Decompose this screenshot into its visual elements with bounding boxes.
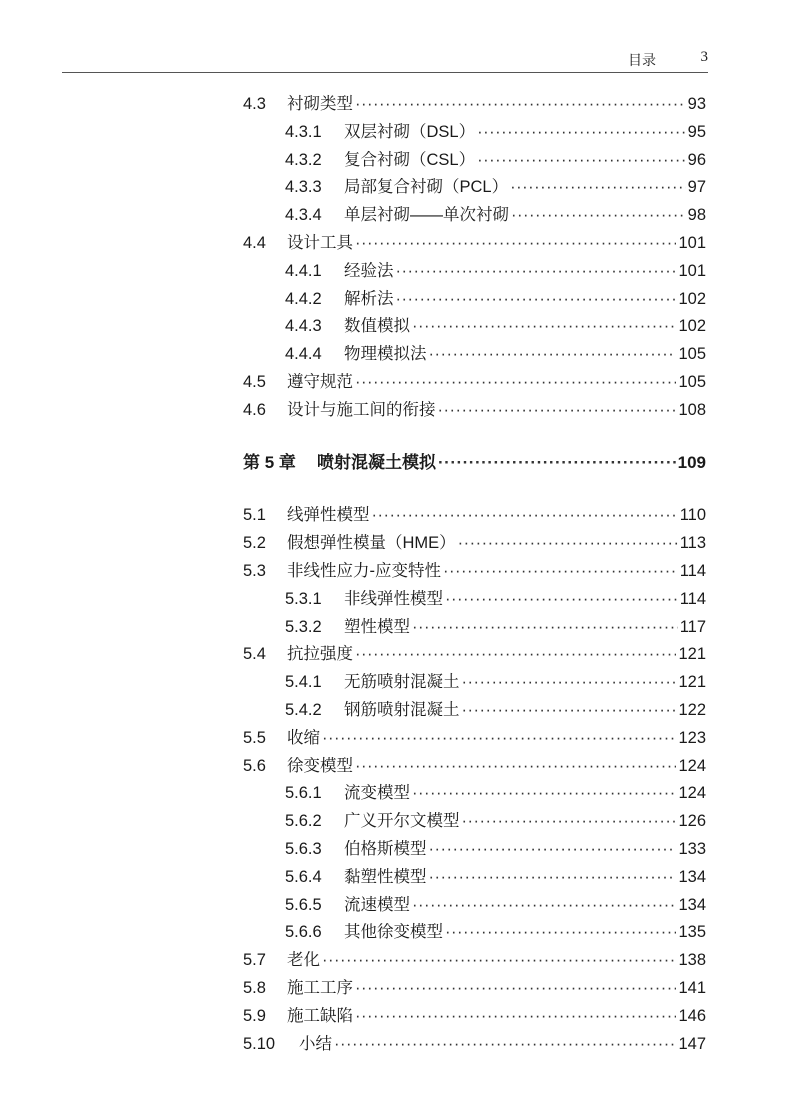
toc-section-title: 黏塑性模型: [344, 867, 427, 886]
toc-section-title: 非线性应力-应变特性: [287, 562, 441, 580]
toc-section-title: 经验法: [344, 261, 394, 280]
toc-section-number: 5.5: [243, 728, 266, 747]
toc-section-number: 4.5: [243, 373, 266, 391]
toc-section-title: 解析法: [344, 289, 394, 308]
toc-section-number: 4.3.4: [285, 206, 322, 225]
toc-row[interactable]: [0, 342, 790, 366]
toc-section-number: 5.3: [243, 562, 266, 580]
toc-dot-leader: [429, 342, 677, 366]
toc-dot-leader: [355, 754, 676, 778]
toc-dot-leader: [462, 670, 677, 694]
toc-page-number: 109: [677, 452, 706, 472]
toc-dot-leader: [355, 231, 676, 255]
toc-row[interactable]: [0, 531, 790, 555]
toc-page-number: 117: [679, 617, 706, 636]
toc-page-number: 96: [687, 150, 706, 169]
toc-row[interactable]: [0, 175, 790, 199]
toc-dot-leader: [355, 976, 676, 1000]
toc-dot-leader: [355, 370, 676, 394]
toc-section-title: 衬砌类型: [287, 95, 353, 113]
toc-page-number: 105: [678, 345, 706, 364]
toc-row[interactable]: [0, 726, 790, 750]
toc-page-number: 102: [678, 317, 706, 336]
toc-section-number: 4.3: [243, 95, 266, 113]
toc-section-title: 假想弹性模量（HME）: [287, 534, 456, 553]
toc-row[interactable]: [0, 976, 790, 1000]
toc-row[interactable]: [0, 670, 790, 694]
toc-section-number: 4.3.3: [285, 178, 322, 197]
toc-row[interactable]: [0, 615, 790, 639]
toc-dot-leader: [445, 587, 678, 611]
header-title: 目录: [628, 52, 656, 68]
toc-section-title: 无筋喷射混凝土: [344, 673, 460, 692]
toc-page-number: 135: [678, 923, 706, 942]
toc-row[interactable]: [0, 809, 790, 833]
toc-section-number: 第 5 章: [243, 452, 296, 472]
toc-section-title: 小结: [299, 1034, 332, 1053]
toc-entry: [287, 559, 706, 583]
toc-page-number: 93: [687, 95, 706, 113]
toc-section-number: 4.4.3: [285, 317, 322, 336]
toc-section-title: 物理模拟法: [344, 345, 427, 364]
toc-section-number: 4.4.1: [285, 261, 322, 280]
toc-section-title: 抗拉强度: [287, 645, 353, 664]
toc-entry: [344, 587, 706, 611]
toc-row[interactable]: [0, 370, 790, 394]
toc-chapter-row[interactable]: [0, 451, 790, 475]
toc-section-title: 广义开尔文模型: [344, 812, 460, 831]
toc-section-title: 局部复合衬砌（PCL）: [344, 178, 509, 197]
toc-row[interactable]: [0, 865, 790, 889]
toc-dot-leader: [412, 615, 678, 639]
toc-page-number: 138: [678, 951, 706, 970]
toc-page-number: 102: [678, 289, 706, 308]
toc-row[interactable]: [0, 92, 790, 116]
toc-entry: [344, 175, 706, 199]
toc-page-number: 141: [678, 979, 706, 997]
toc-section-number: 4.6: [243, 400, 266, 419]
toc-page-number: 121: [678, 645, 706, 664]
toc-dot-leader: [511, 203, 686, 227]
toc-section-number: 5.6.4: [285, 867, 322, 886]
toc-section-number: 5.1: [243, 506, 266, 525]
toc-row[interactable]: [0, 259, 790, 283]
header-page-number: 3: [700, 49, 708, 65]
toc-section-title: 复合衬砌（CSL）: [344, 150, 476, 169]
toc-entry: [344, 920, 706, 944]
toc-section-title: 伯格斯模型: [344, 840, 427, 858]
toc-dot-leader: [443, 559, 678, 583]
toc-dot-leader: [355, 92, 686, 116]
toc-section-number: 4.3.2: [285, 150, 322, 169]
toc-entry: [344, 865, 706, 889]
toc-section-title: 设计工具: [287, 234, 353, 252]
toc-row[interactable]: [0, 231, 790, 255]
toc-entry: [344, 615, 706, 639]
toc-entry: [287, 976, 706, 1000]
toc-dot-leader: [445, 920, 676, 944]
toc-page-number: 114: [679, 562, 706, 580]
toc-section-title: 线弹性模型: [287, 506, 370, 525]
toc-section-title: 流变模型: [344, 784, 410, 803]
toc-page-number: 124: [678, 756, 706, 775]
toc-row[interactable]: [0, 1032, 790, 1056]
toc-section-title: 设计与施工间的衔接: [287, 400, 436, 419]
toc-page-number: 98: [687, 206, 706, 225]
toc-page-number: 146: [678, 1006, 706, 1025]
toc-section-title: 施工工序: [287, 979, 353, 997]
toc-page-number: 97: [687, 178, 706, 197]
toc-dot-leader: [412, 314, 676, 338]
toc-entry: [287, 948, 706, 972]
toc-section-number: 5.6: [243, 756, 266, 775]
toc-dot-leader: [322, 726, 676, 750]
toc-row[interactable]: [0, 287, 790, 311]
toc-dot-leader: [355, 642, 676, 666]
toc-section-title: 收缩: [287, 728, 320, 747]
toc-section-number: 5.6.3: [285, 840, 322, 858]
toc-entry: [287, 92, 706, 116]
toc-entry: [317, 451, 706, 475]
toc-dot-leader: [462, 809, 677, 833]
toc-entry: [344, 670, 706, 694]
toc-row[interactable]: [0, 559, 790, 583]
toc-section-number: 4.4: [243, 234, 266, 252]
toc-row[interactable]: [0, 698, 790, 722]
toc-section-number: 5.3.1: [285, 589, 322, 608]
toc-row[interactable]: [0, 398, 790, 422]
toc-row[interactable]: [0, 642, 790, 666]
toc-entry: [344, 893, 706, 917]
toc-section-title: 喷射混凝土模拟: [317, 452, 436, 472]
toc-row[interactable]: [0, 503, 790, 527]
toc-dot-leader: [438, 398, 677, 422]
toc-section-number: 5.4.1: [285, 673, 322, 692]
toc-entry: [287, 231, 706, 255]
toc-row[interactable]: [0, 314, 790, 338]
toc-section-number: 5.3.2: [285, 617, 322, 636]
toc-row[interactable]: [0, 893, 790, 917]
toc-row[interactable]: [0, 148, 790, 172]
toc-page-number: 124: [678, 784, 706, 803]
toc-section-number: 5.6.6: [285, 923, 322, 942]
toc-entry: [287, 398, 706, 422]
toc-section-title: 钢筋喷射混凝土: [344, 701, 460, 719]
toc-row[interactable]: [0, 837, 790, 861]
toc-entry: [344, 287, 706, 311]
toc-section-title: 非线弹性模型: [344, 589, 443, 608]
toc-section-number: 5.6.1: [285, 784, 322, 803]
toc-dot-leader: [429, 837, 677, 861]
toc-entry: [344, 837, 706, 861]
toc-dot-leader: [438, 451, 676, 475]
toc-section-title: 遵守规范: [287, 373, 353, 391]
toc-section-number: 5.4.2: [285, 701, 322, 719]
toc-row[interactable]: [0, 781, 790, 805]
toc-entry: [344, 314, 706, 338]
toc-page-number: 105: [678, 373, 706, 391]
toc-page-number: 95: [687, 122, 706, 141]
toc-row[interactable]: [0, 120, 790, 144]
toc-row[interactable]: [0, 754, 790, 778]
toc-dot-leader: [322, 948, 676, 972]
toc-entry: [287, 754, 706, 778]
toc-section-number: 4.4.2: [285, 289, 322, 308]
toc-entry: [287, 642, 706, 666]
toc-page-number: 126: [678, 812, 706, 831]
toc-section-number: 5.4: [243, 645, 266, 664]
toc-page-number: 110: [679, 506, 706, 525]
toc-section-title: 单层衬砌——单次衬砌: [344, 206, 509, 225]
toc-entry: [344, 203, 706, 227]
toc-dot-leader: [510, 175, 686, 199]
toc-page-number: 134: [678, 895, 706, 914]
toc-section-number: 5.8: [243, 979, 266, 997]
toc-section-number: 5.10: [243, 1034, 276, 1053]
toc-entry: [344, 809, 706, 833]
toc-dot-leader: [396, 287, 677, 311]
toc-dot-leader: [334, 1032, 676, 1056]
toc-section-title: 塑性模型: [344, 617, 410, 636]
toc-entry: [287, 726, 706, 750]
toc-dot-leader: [429, 865, 677, 889]
toc-page-number: 133: [678, 840, 706, 858]
toc-row[interactable]: [0, 203, 790, 227]
toc-dot-leader: [355, 1004, 676, 1028]
toc-page-number: 101: [678, 261, 706, 280]
toc-page-number: 108: [678, 400, 706, 419]
toc-dot-leader: [412, 781, 676, 805]
toc-section-title: 施工缺陷: [287, 1006, 353, 1025]
toc-entry: [344, 781, 706, 805]
toc-page-number: 123: [678, 728, 706, 747]
toc-page-number: 134: [678, 867, 706, 886]
toc-section-number: 4.4.4: [285, 345, 322, 364]
running-header: [62, 46, 708, 73]
toc-entry: [344, 120, 706, 144]
toc-section-title: 徐变模型: [287, 756, 353, 775]
toc-page-number: 114: [679, 589, 706, 608]
toc-row[interactable]: [0, 587, 790, 611]
toc-entry: [344, 259, 706, 283]
toc-section-number: 5.2: [243, 534, 266, 553]
toc-section-title: 流速模型: [344, 895, 410, 914]
toc-dot-leader: [477, 148, 686, 172]
toc-entry: [287, 503, 706, 527]
toc-section-title: 双层衬砌（DSL）: [344, 122, 476, 141]
toc-dot-leader: [458, 531, 678, 555]
toc-page-number: 121: [678, 673, 706, 692]
toc-dot-leader: [412, 893, 676, 917]
toc-entry: [287, 370, 706, 394]
toc-section-title: 老化: [287, 951, 320, 970]
toc-entry: [344, 342, 706, 366]
toc-section-title: 其他徐变模型: [344, 923, 443, 942]
toc-section-number: 5.9: [243, 1006, 266, 1025]
toc-section-number: 5.6.2: [285, 812, 322, 831]
toc-dot-leader: [396, 259, 677, 283]
toc-dot-leader: [462, 698, 677, 722]
toc-page-number: 122: [678, 701, 706, 719]
toc-entry: [344, 148, 706, 172]
toc-section-number: 4.3.1: [285, 122, 322, 141]
toc-entry: [287, 1004, 706, 1028]
toc-section-title: 数值模拟: [344, 317, 410, 336]
toc-page-number: 147: [678, 1034, 706, 1053]
toc-dot-leader: [372, 503, 678, 527]
toc-row[interactable]: [0, 948, 790, 972]
toc-page-number: 101: [678, 234, 706, 252]
toc-row[interactable]: [0, 1004, 790, 1028]
toc-entry: [299, 1032, 706, 1056]
toc-row[interactable]: [0, 920, 790, 944]
toc-dot-leader: [477, 120, 686, 144]
toc-page-number: 113: [679, 534, 706, 553]
toc-section-number: 5.7: [243, 951, 266, 970]
toc-entry: [344, 698, 706, 722]
toc-entry: [287, 531, 706, 555]
toc-section-number: 5.6.5: [285, 895, 322, 914]
